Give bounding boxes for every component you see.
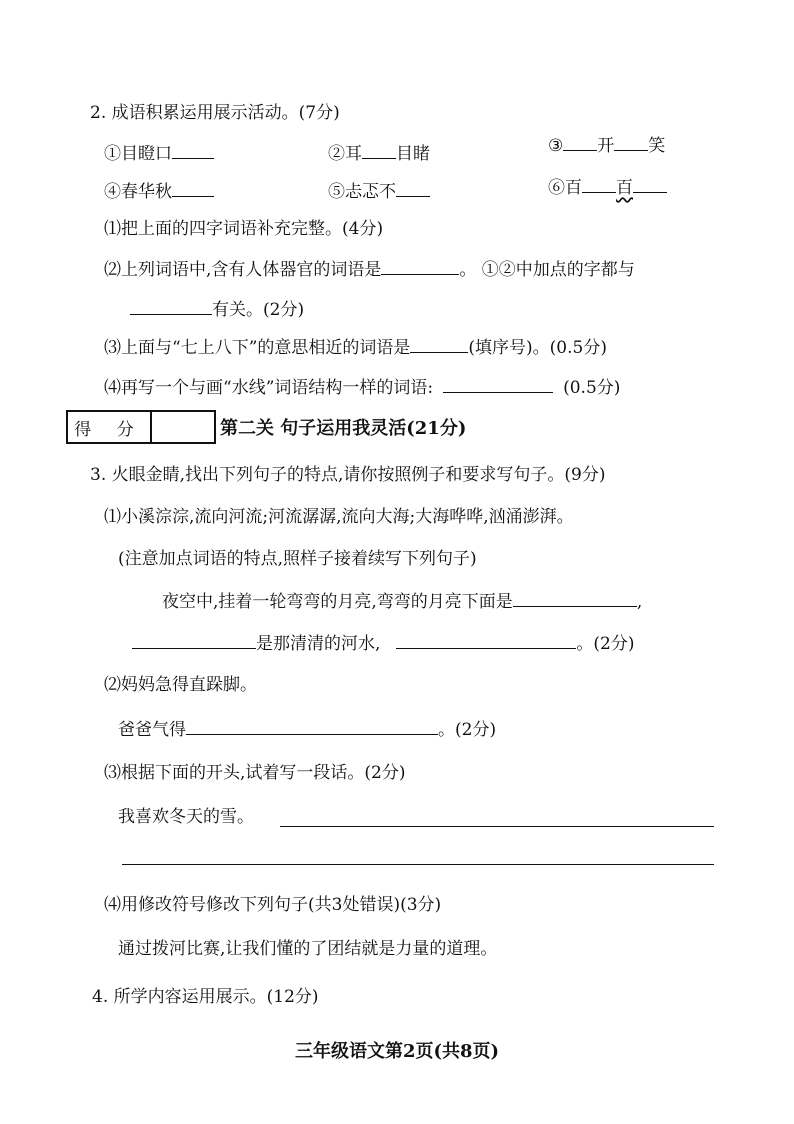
q3-sub-2-text-a: 爸爸气得 — [118, 720, 186, 740]
idiom-4 — [104, 178, 214, 203]
idiom-3 — [548, 132, 665, 157]
q3-sub-1-note: (注意加点词语的特点,照样子接着续写下列句子) — [118, 549, 477, 569]
q2-sub-1: ⑴把上面的四字词语补充完整。(4分) — [104, 219, 384, 239]
q4-title: 4. 所学内容运用展示。(12分) — [92, 987, 319, 1007]
q2-sub-2-text-a: ⑵上列词语中,含有人体器官的词语是 — [104, 260, 382, 280]
score-label: 得 分 — [68, 412, 152, 442]
q3-sub-4: ⑷用修改符号修改下列句子(共3处错误)(3分) — [104, 895, 442, 915]
q3-sub-4-sentence: 通过拨河比赛,让我们懂的了团结就是力量的道理。 — [118, 939, 498, 959]
q3-sub-1-line-b — [132, 630, 635, 655]
idiom-6-text-b: 百 — [616, 178, 633, 198]
q3-sub-2-text-b: 。(2分) — [438, 720, 497, 740]
idiom-1-blank[interactable] — [172, 140, 214, 159]
q2-sub-4-blank[interactable] — [443, 374, 553, 393]
section-2-title: 第二关 句子运用我灵活(21分) — [220, 418, 467, 439]
q2-title: 2. 成语积累运用展示活动。(7分) — [90, 103, 340, 123]
score-cell[interactable] — [152, 412, 214, 442]
q3-sub-3-rule-1[interactable] — [280, 826, 714, 827]
idiom-2-text-b: 目睹 — [396, 144, 430, 164]
idiom-2-blank[interactable] — [362, 140, 396, 159]
idiom-6-blank-2[interactable] — [633, 174, 667, 193]
q3-sub-3-start: 我喜欢冬天的雪。 — [118, 807, 254, 827]
q2-sub-2 — [104, 256, 635, 281]
q3-sub-3-rule-2[interactable] — [122, 864, 714, 865]
idiom-4-blank[interactable] — [172, 178, 214, 197]
q3-sub-1-line-a — [162, 588, 642, 613]
q2-sub-3-text-a: ⑶上面与“七上八下”的意思相近的词语是 — [104, 338, 411, 358]
q2-sub-2-text-c: 有关。(2分) — [212, 300, 305, 320]
q3-sub-2-answer — [118, 716, 496, 741]
idiom-3-text-c: 笑 — [648, 136, 666, 156]
q3-sub-1-blank-3[interactable] — [396, 630, 576, 649]
q3-sub-1-text-b: , — [636, 592, 643, 612]
idiom-5 — [328, 178, 430, 203]
idiom-3-text-b: 开 — [597, 136, 615, 156]
score-box — [66, 410, 216, 444]
q2-sub-3-blank[interactable] — [410, 334, 468, 353]
idiom-3-blank-2[interactable] — [614, 132, 648, 151]
idiom-3-text: ③ — [548, 136, 564, 156]
idiom-5-text: ⑤忐忑不 — [328, 182, 396, 202]
q3-sub-2-blank[interactable] — [186, 716, 438, 735]
q2-sub-3-text-b: (填序号)。(0.5分) — [468, 338, 607, 358]
q3-sub-3: ⑶根据下面的开头,试着写一段话。(2分) — [104, 763, 406, 783]
idiom-6-blank-1[interactable] — [582, 174, 616, 193]
q2-sub-3 — [104, 334, 607, 359]
q3-sub-2: ⑵妈妈急得直跺脚。 — [104, 675, 257, 695]
q2-sub-4 — [104, 374, 620, 399]
q2-sub-2-blank-2[interactable] — [130, 296, 212, 315]
idiom-6-text: ⑥百 — [548, 178, 582, 198]
q2-sub-4-text-a: ⑷再写一个与画“水线”词语结构一样的词语: — [104, 378, 434, 398]
q3-sub-1: ⑴小溪淙淙,流向河流;河流潺潺,流向大海;大海哗哗,汹涌澎湃。 — [104, 507, 574, 527]
q3-sub-1-text-c: 是那清清的河水, — [256, 634, 381, 654]
q3-sub-1-blank-1[interactable] — [513, 588, 637, 607]
q3-sub-1-text-d: 。(2分) — [576, 634, 635, 654]
idiom-5-blank[interactable] — [396, 178, 430, 197]
idiom-3-blank-1[interactable] — [563, 132, 597, 151]
q2-sub-2-text-b: 。 ①②中加点的字都与 — [459, 260, 635, 280]
idiom-4-text: ④春华秋 — [104, 182, 172, 202]
q2-sub-2-blank-1[interactable] — [381, 256, 459, 275]
idiom-2 — [328, 140, 430, 165]
page-footer: 三年级语文第2页(共8页) — [294, 1041, 500, 1062]
idiom-1-text: ①目瞪口 — [104, 144, 172, 164]
q3-title: 3. 火眼金睛,找出下列句子的特点,请你按照例子和要求写句子。(9分) — [90, 465, 606, 485]
q2-sub-2-cont — [130, 296, 304, 321]
q3-sub-1-blank-2[interactable] — [132, 630, 256, 649]
idiom-6 — [548, 174, 667, 199]
q2-sub-4-text-b: (0.5分) — [563, 378, 621, 398]
q3-sub-1-text-a: 夜空中,挂着一轮弯弯的月亮,弯弯的月亮下面是 — [162, 592, 513, 612]
idiom-2-text: ②耳 — [328, 144, 362, 164]
idiom-1 — [104, 140, 214, 165]
